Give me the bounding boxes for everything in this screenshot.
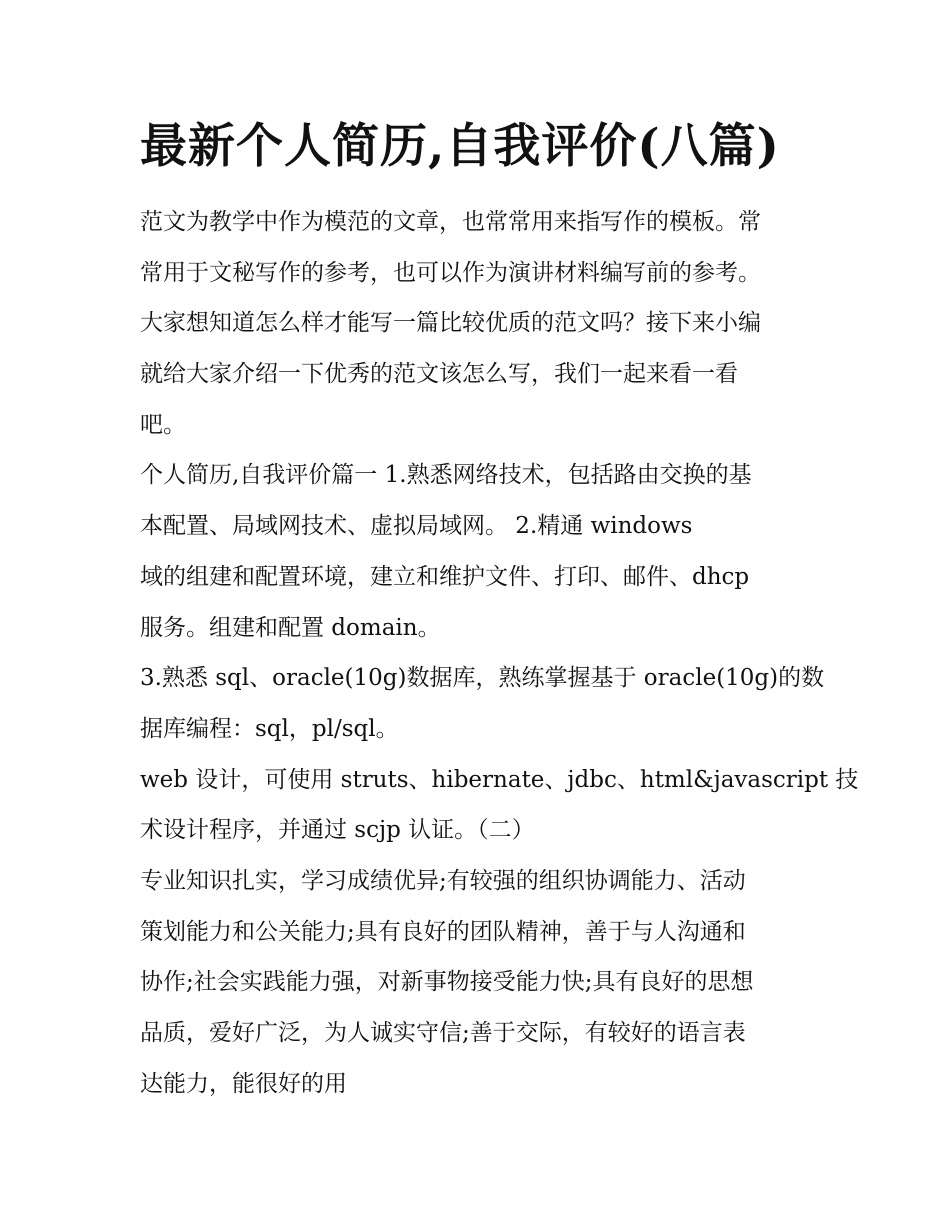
document-body [140,197,859,1109]
text-line: 就给大家介绍一下优秀的范文该怎么写，我们一起来看一看 [140,361,738,388]
text-line: 常用于文秘写作的参考，也可以作为演讲材料编写前的参考。 [140,259,761,286]
text-line: 域的组建和配置环境，建立和维护文件、打印、邮件、dhcp [140,563,750,590]
text-line: 大家想知道怎么样才能写一篇比较优质的范文吗？接下来小编 [140,310,761,337]
text-line: 个人简历,自我评价篇一 1.熟悉网络技术，包括路由交换的基 [140,462,752,489]
text-line: 服务。组建和配置 domain。 [140,614,441,641]
text-line: 吧。 [140,411,186,438]
text-line: 专业知识扎实，学习成绩优异;有较强的组织协调能力、活动 [140,867,746,894]
text-line: 品质，爱好广泛，为人诚实守信;善于交际，有较好的语言表 [140,1020,746,1046]
text-line: 协作;社会实践能力强，对新事物接受能力快;具有良好的思想 [140,969,754,996]
text-line: 策划能力和公关能力;具有良好的团队精神，善于与人沟通和 [140,918,746,945]
text-line: 达能力，能很好的用 [140,1070,347,1097]
text-line: 3.熟悉 sql、oracle(10g)数据库，熟练掌握基于 oracle(10g)的数 [140,665,825,692]
text-line: 术设计程序，并通过 scjp 认证。（二） [140,817,535,844]
text-line: web 设计，可使用 struts、hibernate、jdbc、html&javascript 技 [140,766,859,793]
text-line: 据库编程：sql，pl/sql。 [140,715,399,742]
text-line: 范文为教学中作为模范的文章，也常常用来指写作的模板。常 [140,209,761,235]
document-title: 最新个人简历,自我评价(八篇) [140,119,780,174]
text-line: 本配置、局域网技术、虚拟局域网。 2.精通 windows [140,513,693,540]
